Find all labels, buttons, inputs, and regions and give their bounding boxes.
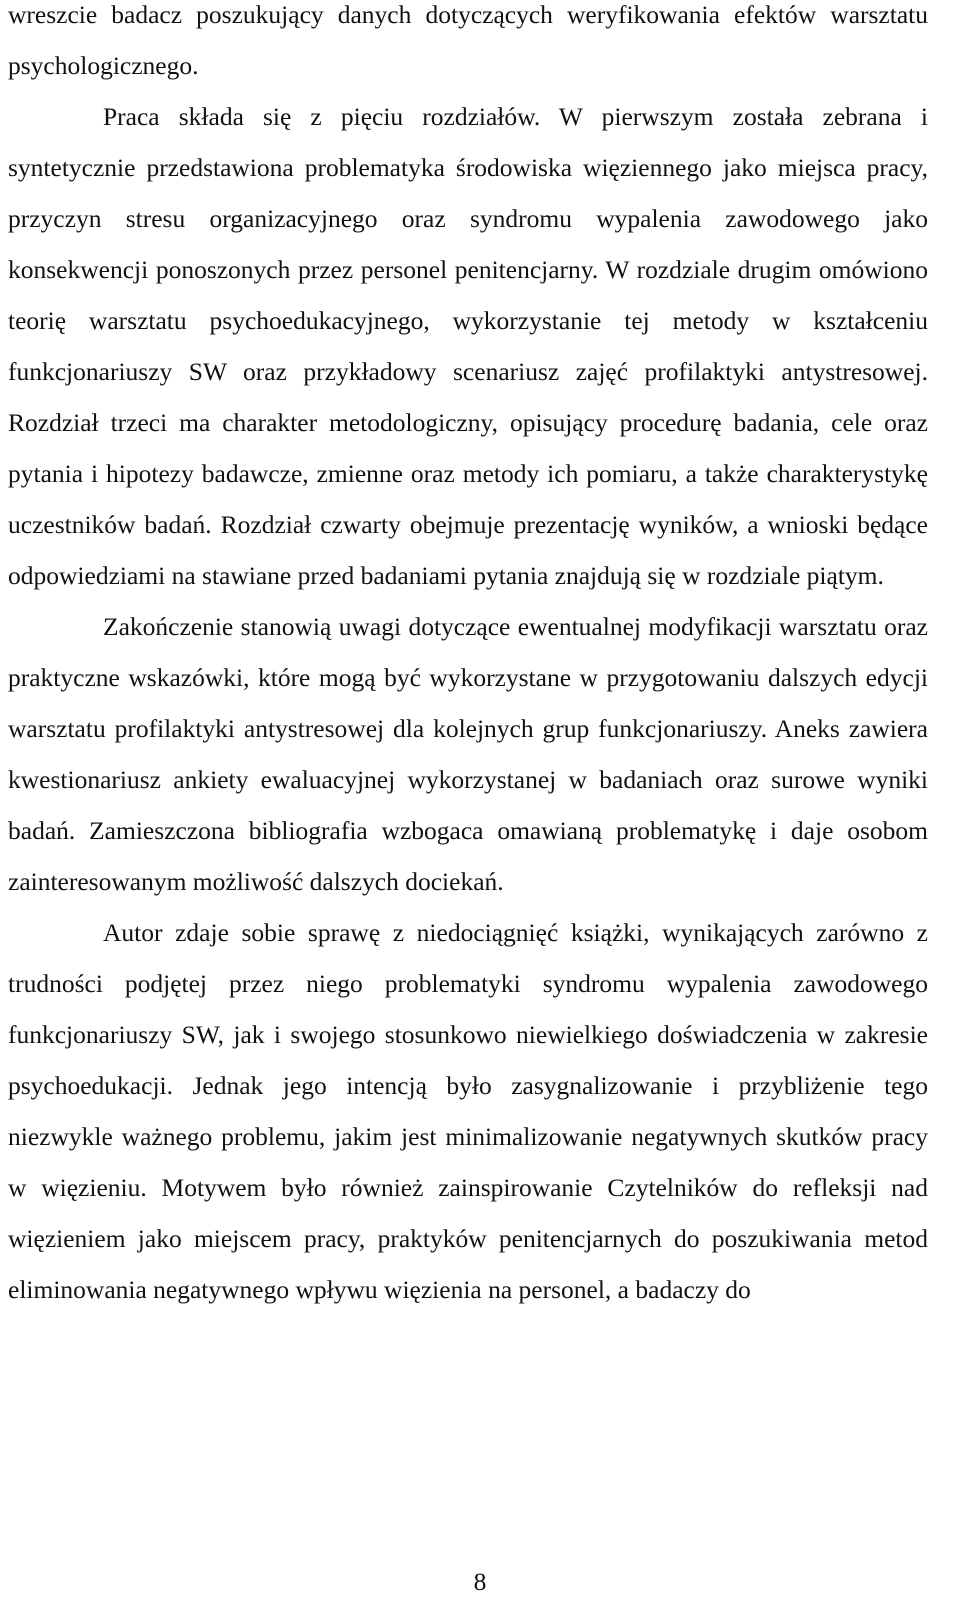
paragraph-chapters-overview: Praca składa się z pięciu rozdziałów. W pierwszym została zebrana i syntetycznie przedstawiona problematyka środowiska więziennego jako miejsca pracy, przyczyn stresu organizacyjnego oraz syndromu wypalenia zawodowego jako konsekwencji ponoszonych przez personel penitencjarny. W rozdziale drugim omówiono teorię warsztatu psychoedukacyjnego, wykorzystanie tej metody w kształceniu funkcjonariuszy SW oraz przykładowy scenariusz zajęć profilaktyki antystresowej. Rozdział trzeci ma charakter metodologiczny, opisujący procedurę badania, cele oraz pytania i hipotezy badawcze, zmienne oraz metody ich pomiaru, a także charakterystykę uczestników badań. Rozdział czwarty obejmuje prezentację wyników, a wnioski będące odpowiedziami na stawiane przed badaniami pytania znajdują się w rozdziale piątym. [8, 102, 928, 590]
paragraph-conclusion-annex: Zakończenie stanowią uwagi dotyczące ewentualnej modyfikacji warsztatu oraz praktyczne wskazówki, które mogą być wykorzystane w przygotowaniu dalszych edycji warsztatu profilaktyki antystresowej dla kolejnych grup funkcjonariuszy. Aneks zawiera kwestionariusz ankiety ewaluacyjnej wykorzystanej w badaniach oraz surowe wyniki badań. Zamieszczona bibliografia wzbogaca omawianą problematykę i daje osobom zainteresowanym możliwość dalszych dociekań. [8, 612, 928, 896]
page-number: 8 [473, 1567, 487, 1596]
paragraph-continuation: wreszcie badacz poszukujący danych dotyczących weryfikowania efektów warsztatu psychologicznego. [8, 0, 928, 80]
document-page [8, 0, 928, 1315]
paragraph-author-note: Autor zdaje sobie sprawę z niedociągnięć książki, wynikających zarówno z trudności podjętej przez niego problematyki syndromu wypalenia zawodowego funkcjonariuszy SW, jak i swojego stosunkowo niewielkiego doświadczenia w zakresie psychoedukacji. Jednak jego intencją było zasygnalizowanie i przybliżenie tego niezwykle ważnego problemu, jakim jest minimalizowanie negatywnych skutków pracy w więzieniu. Motywem było również zainspirowanie Czytelników do refleksji nad więzieniem jako miejscem pracy, praktyków penitencjarnych do poszukiwania metod eliminowania negatywnego wpływu więzienia na personel, a badaczy do [8, 918, 928, 1304]
